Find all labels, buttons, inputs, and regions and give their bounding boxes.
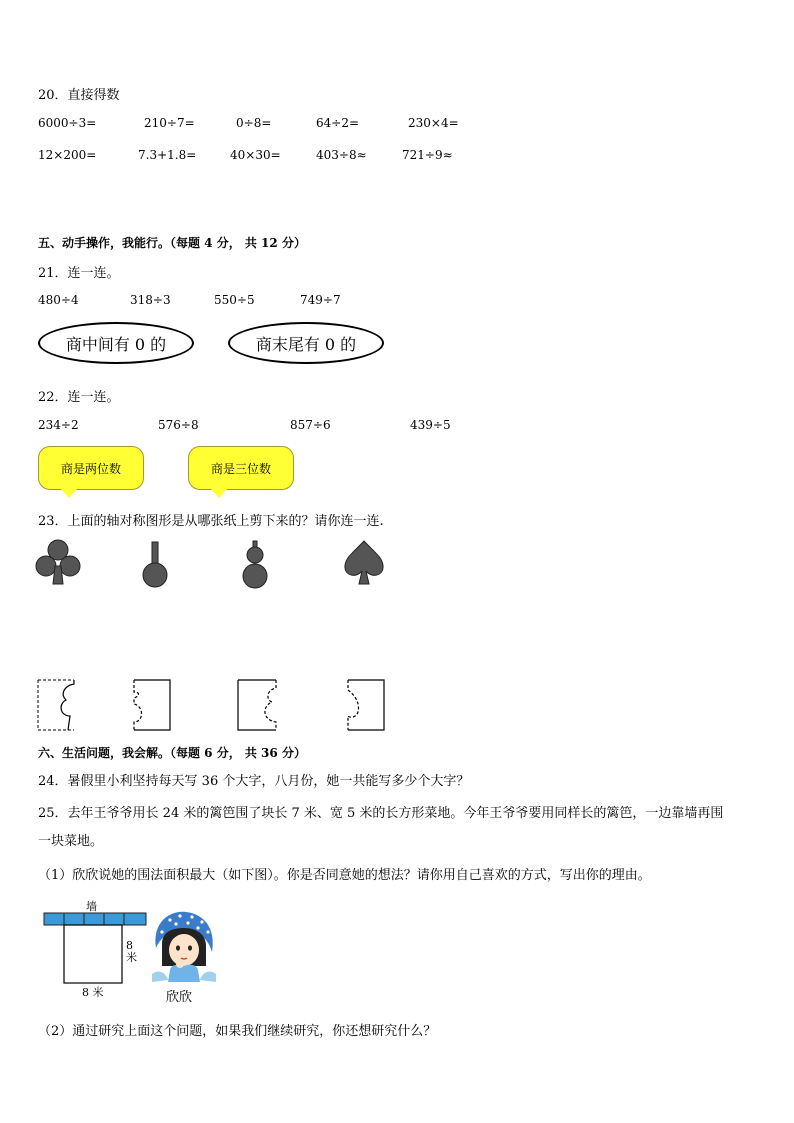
bubble-label: 商是三位数: [210, 461, 271, 476]
q20-expr: 12×200=: [38, 148, 97, 162]
q20-expr: 210÷7=: [144, 116, 195, 130]
key-icon: [138, 540, 172, 590]
q25-sub1: （1）欣欣说她的围法面积最大（如下图）。你是否同意她的想法？请你用自己喜欢的方式，写出你的理由。: [38, 868, 651, 883]
wall-label: 墙: [86, 900, 97, 913]
q21-expr: 550÷5: [214, 293, 255, 307]
girl-name: 欣欣: [166, 990, 193, 1005]
q20-title: 20．直接得数: [38, 88, 120, 103]
oval-quotient-middle-zero[interactable]: [38, 322, 194, 364]
club-icon: [34, 538, 82, 588]
q20-expr: 721÷9≈: [402, 148, 453, 162]
q25-sub2: （2）通过研究上面这个问题，如果我们继续研究，你还想研究什么？: [38, 1024, 437, 1039]
q22-expr: 439÷5: [410, 418, 451, 432]
q20-expr: 40×30=: [230, 148, 281, 162]
girl-avatar: [148, 908, 220, 984]
q20-expr: 6000÷3=: [38, 116, 97, 130]
q22-expr: 857÷6: [290, 418, 331, 432]
q21-expr: 318÷3: [130, 293, 171, 307]
bubble-two-digit[interactable]: [38, 446, 144, 490]
q25-line2: 一块菜地。: [38, 834, 104, 849]
bottom-length-label: 8 米: [82, 986, 104, 999]
q22-expr: 576÷8: [158, 418, 199, 432]
q20-expr: 64÷2=: [316, 116, 360, 130]
half-gourd-paper-icon[interactable]: [236, 678, 278, 732]
q22-expr: 234÷2: [38, 418, 79, 432]
gourd-icon: [238, 540, 272, 590]
q22-title: 22．连一连。: [38, 390, 120, 405]
q23-title: 23．上面的轴对称图形是从哪张纸上剪下来的？请你连一连.: [38, 514, 384, 529]
q20-expr: 230×4=: [408, 116, 459, 130]
q25-line1: 25．去年王爷爷用长 24 米的篱笆围了块长 7 米、宽 5 米的长方形菜地。今年王爷爷要用同样长的篱笆，一边靠墙再围: [38, 806, 724, 821]
half-key-paper-icon[interactable]: [130, 678, 172, 732]
section6-title: 六、生活问题，我会解。（每题 6 分， 共 36 分）: [38, 746, 306, 760]
spade-icon: [340, 538, 388, 588]
q21-expr: 480÷4: [38, 293, 79, 307]
side-length-label: 8米: [126, 939, 137, 964]
q20-expr: 0÷8=: [236, 116, 272, 130]
bubble-three-digit[interactable]: [188, 446, 294, 490]
oval-label: 商中间有 0 的: [65, 334, 167, 354]
half-club-paper-icon[interactable]: [36, 678, 76, 732]
half-spade-paper-icon[interactable]: [344, 678, 386, 732]
oval-label: 商末尾有 0 的: [255, 334, 357, 354]
q21-title: 21．连一连。: [38, 266, 120, 281]
q21-expr: 749÷7: [300, 293, 341, 307]
q24-text: 24．暑假里小利坚持每天写 36 个大字，八月份，她一共能写多少个大字？: [38, 774, 470, 789]
bubble-label: 商是两位数: [60, 461, 121, 476]
section5-title: 五、动手操作，我能行。（每题 4 分， 共 12 分）: [38, 236, 306, 250]
oval-quotient-end-zero[interactable]: [228, 322, 384, 364]
q20-expr: 7.3+1.8=: [138, 148, 197, 162]
q20-expr: 403÷8≈: [316, 148, 367, 162]
